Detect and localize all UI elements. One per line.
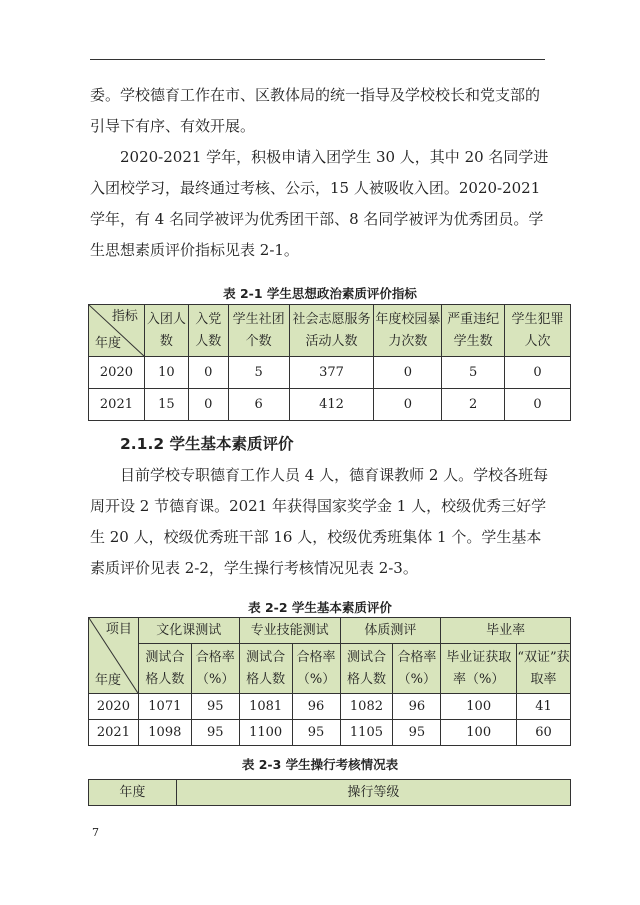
table-row xyxy=(89,389,571,421)
table2-corner-bottom: 年度 xyxy=(95,673,122,688)
table2-caption: 表 2-2 学生基本素质评价 xyxy=(248,600,392,615)
table-cell: 5 xyxy=(228,357,289,389)
table3-caption: 表 2-3 学生操行考核情况表 xyxy=(241,757,399,772)
paragraph-1: 委。学校德育工作在市、区教体局的统一指导及学校校长和党支部的引导下有序、有效开展。 xyxy=(90,86,541,135)
table1-corner-bottom: 年度 xyxy=(95,336,122,351)
table-cell: 1098 xyxy=(138,720,191,746)
table-cell: 5 xyxy=(442,357,505,389)
table-cell: 0 xyxy=(505,357,571,389)
table-row xyxy=(89,357,571,389)
table-cell: 41 xyxy=(517,694,571,720)
table2-group-header: 专业技能测试 xyxy=(239,618,340,644)
table1-corner-cell xyxy=(89,305,145,357)
table-cell: 0 xyxy=(505,389,571,421)
table1-header: 入团人数 xyxy=(144,305,188,357)
paragraph-2: 2020-2021 学年，积极申请入团学生 30 人，其中 20 名同学进入团校学习，最终通过考核、公示，15 人被吸收入团。2020-2021 学年，有 4 名同学被评为优秀团干部、8 名同学被评为优秀团员。学生思想素质评价指标见表 2-1。 xyxy=(90,148,549,259)
table2-group-header: 文化课测试 xyxy=(138,618,239,644)
table2-group-header: 毕业率 xyxy=(441,618,571,644)
table3-header: 年度 xyxy=(89,780,177,806)
table1-caption: 表 2-1 学生思想政治素质评价指标 xyxy=(223,286,417,301)
table-cell: 15 xyxy=(144,389,188,421)
table-cell: 377 xyxy=(289,357,374,389)
table2-corner-top: 项目 xyxy=(105,622,132,637)
table-cell: 0 xyxy=(374,357,442,389)
section-heading: 2.1.2 学生基本素质评价 xyxy=(120,435,294,453)
table1-header: 年度校园暴力次数 xyxy=(374,305,442,357)
table-cell: 100 xyxy=(441,720,517,746)
table3-header: 操行等级 xyxy=(176,780,570,806)
table-cell: 2 xyxy=(442,389,505,421)
table1-header: 学生犯罪人次 xyxy=(505,305,571,357)
table-cell: 0 xyxy=(188,389,228,421)
table-cell: 96 xyxy=(292,694,340,720)
table2-subheader: “双证”获取率 xyxy=(517,644,571,694)
table-cell: 1100 xyxy=(239,720,292,746)
table1-corner-top: 指标 xyxy=(111,309,138,324)
table-cell: 2020 xyxy=(89,694,139,720)
table2-subheader: 测试合格人数 xyxy=(138,644,191,694)
page-number: 7 xyxy=(92,826,99,839)
table-cell: 0 xyxy=(374,389,442,421)
table-cell: 1105 xyxy=(340,720,393,746)
table-cell: 95 xyxy=(393,720,441,746)
table1-header: 社会志愿服务活动人数 xyxy=(289,305,374,357)
table2-subheader: 合格率（%） xyxy=(393,644,441,694)
table-cell: 412 xyxy=(289,389,374,421)
table1-header: 学生社团个数 xyxy=(228,305,289,357)
table-cell: 60 xyxy=(517,720,571,746)
table2-subheader: 合格率（%） xyxy=(191,644,239,694)
table-cell: 96 xyxy=(393,694,441,720)
table-cell: 95 xyxy=(292,720,340,746)
table-cell: 1082 xyxy=(340,694,393,720)
table2-group-header: 体质测评 xyxy=(340,618,441,644)
table1-header: 入党人数 xyxy=(188,305,228,357)
table-cell: 1081 xyxy=(239,694,292,720)
paragraph-3: 目前学校专职德育工作人员 4 人，德育课教师 2 人。学校各班每周开设 2 节德育课。2021 年获得国家奖学金 1 人，校级优秀三好学生 20 人，校级优秀班干部 16 人，校级优秀班集体 1 个。学生基本素质评价见表 2-2，学生操行考核情况见表 2-3。 xyxy=(90,466,549,577)
table-cell: 1071 xyxy=(138,694,191,720)
table2-subheader: 合格率（%） xyxy=(292,644,340,694)
table-conduct-assessment xyxy=(88,779,571,806)
table-cell: 95 xyxy=(191,720,239,746)
table-cell: 100 xyxy=(441,694,517,720)
table-row xyxy=(89,720,571,746)
table2-subheader: 毕业证获取率（%） xyxy=(441,644,517,694)
table-cell: 10 xyxy=(144,357,188,389)
table-ideological-evaluation xyxy=(88,304,571,421)
table1-header: 严重违纪学生数 xyxy=(442,305,505,357)
table2-subheader: 测试合格人数 xyxy=(340,644,393,694)
header-rule xyxy=(90,59,545,60)
table2-subheader: 测试合格人数 xyxy=(239,644,292,694)
table-cell: 2020 xyxy=(89,357,145,389)
table-basic-quality xyxy=(88,617,571,746)
table2-corner-cell xyxy=(89,618,139,694)
table-cell: 6 xyxy=(228,389,289,421)
table-cell: 0 xyxy=(188,357,228,389)
table-cell: 95 xyxy=(191,694,239,720)
table-row xyxy=(89,694,571,720)
table-cell: 2021 xyxy=(89,720,139,746)
table-cell: 2021 xyxy=(89,389,145,421)
